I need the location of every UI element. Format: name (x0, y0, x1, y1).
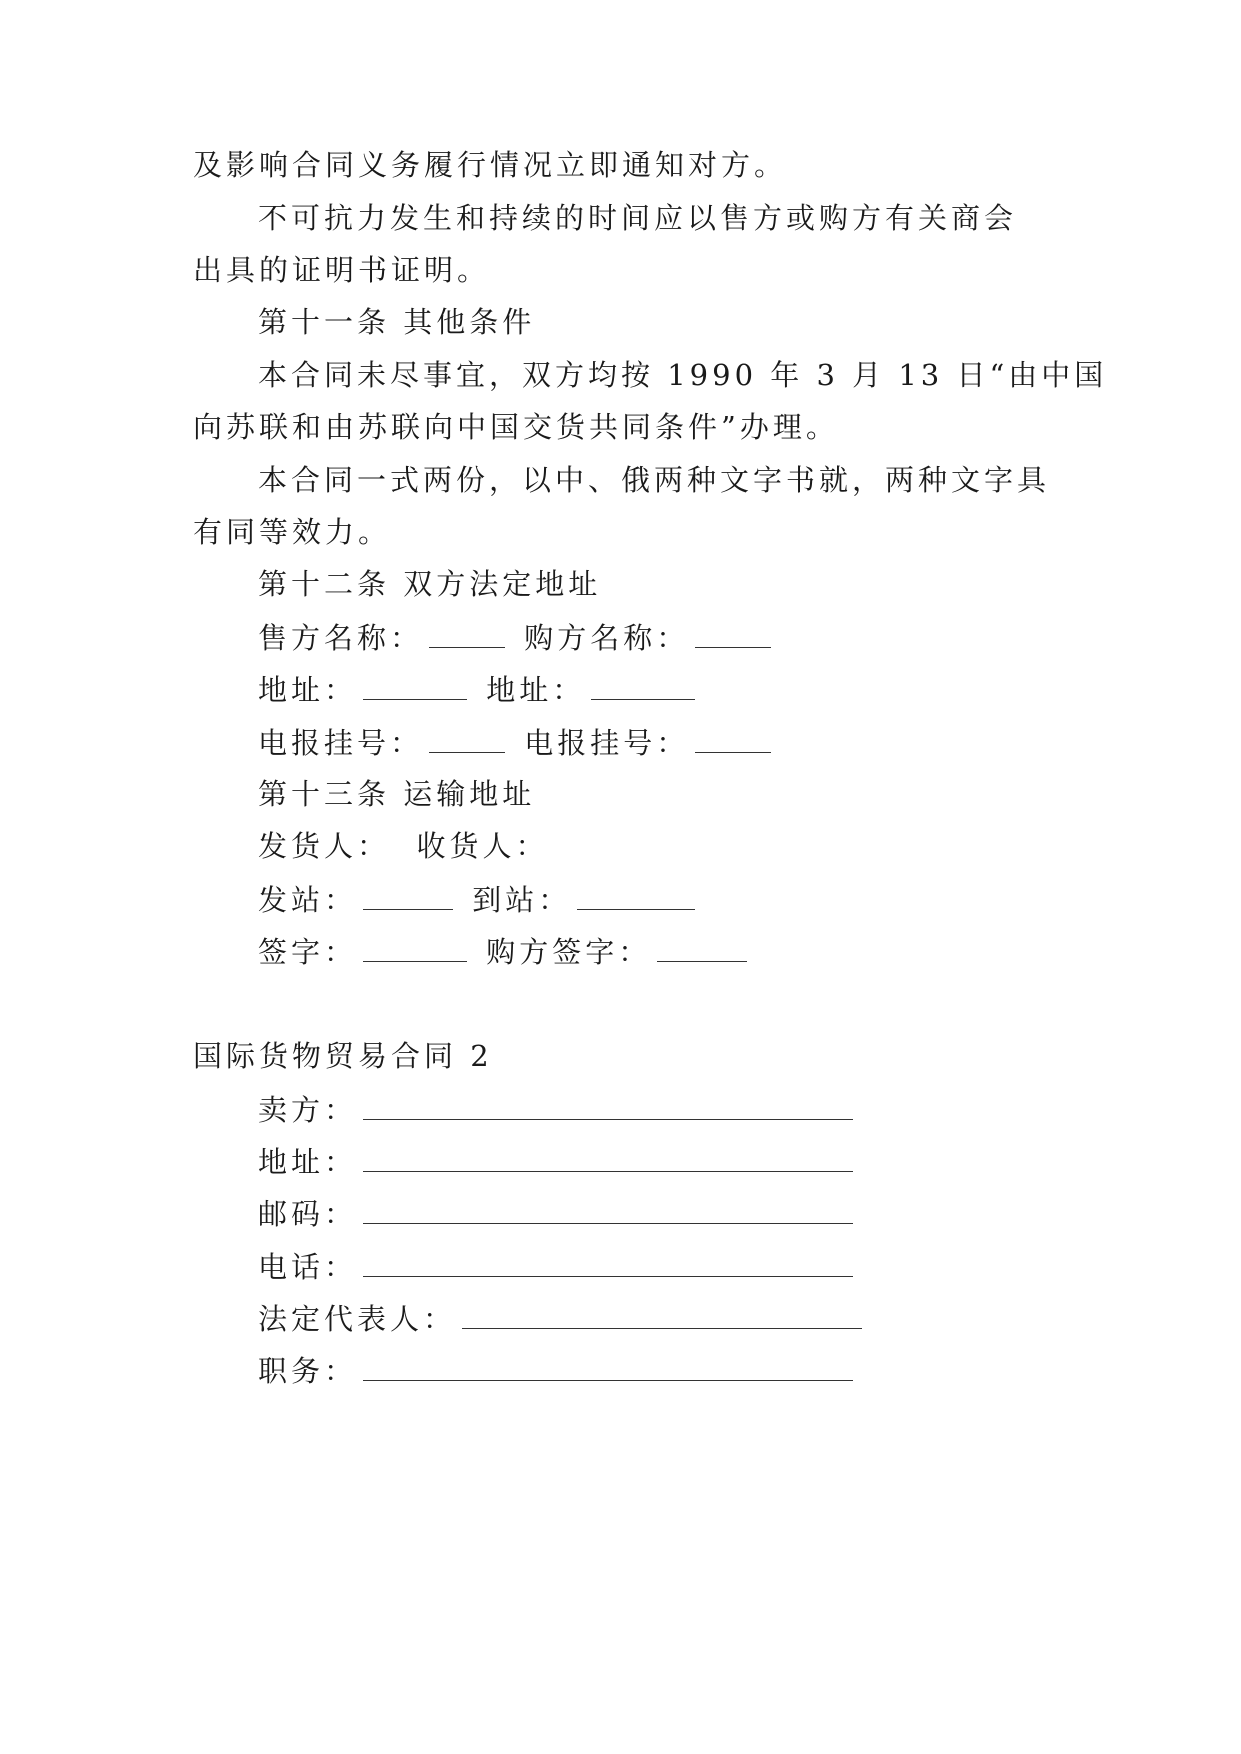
field-row (258, 826, 548, 866)
buyer-signature-label: 购方签字： (486, 935, 652, 969)
seller-label: 卖方： (258, 1093, 358, 1127)
field-row (258, 1298, 868, 1339)
departure-label: 发站： (258, 883, 358, 917)
telegraph-label: 电报挂号： (524, 726, 690, 760)
field-row (258, 1141, 859, 1182)
consignor-label: 发货人： (258, 829, 391, 863)
address-blank (363, 669, 467, 700)
field-row (258, 1350, 859, 1391)
contract-title: 国际货物贸易合同 2 (193, 1039, 493, 1073)
field-row (258, 669, 701, 710)
arrival-label: 到站： (472, 883, 572, 917)
consignee-label: 收货人： (416, 829, 549, 863)
paragraph-line: 本合同一式两份，以中、俄两种文字书就，两种文字具 (258, 463, 1051, 497)
buyer-signature-blank (657, 931, 747, 962)
address-blank (591, 669, 695, 700)
article-heading: 第十二条 双方法定地址 (258, 567, 602, 601)
position-label: 职务： (258, 1354, 358, 1388)
postcode-label: 邮码： (258, 1197, 358, 1231)
field-row (258, 1246, 859, 1287)
postcode-blank (363, 1193, 853, 1224)
address-label: 地址： (258, 673, 358, 707)
seller-blank (363, 1089, 853, 1120)
telegraph-blank (429, 722, 505, 753)
address-label: 地址： (486, 673, 586, 707)
arrival-blank (577, 879, 695, 910)
telegraph-blank (695, 722, 771, 753)
paragraph-line: 不可抗力发生和持续的时间应以售方或购方有关商会 (258, 201, 1018, 235)
phone-label: 电话： (258, 1250, 358, 1284)
signature-blank (363, 931, 467, 962)
seller-name-blank (429, 617, 505, 648)
legal-rep-label: 法定代表人： (258, 1302, 457, 1336)
departure-blank (363, 879, 453, 910)
paragraph-line: 向苏联和由苏联向中国交货共同条件”办理。 (193, 410, 839, 444)
field-row (258, 1193, 859, 1234)
paragraph-line: 出具的证明书证明。 (193, 253, 491, 287)
field-row (258, 617, 777, 658)
buyer-name-label: 购方名称： (524, 621, 690, 655)
telegraph-label: 电报挂号： (258, 726, 424, 760)
paragraph-line: 本合同未尽事宜，双方均按 1990 年 3 月 13 日“由中国 (258, 358, 1108, 392)
article-heading: 第十三条 运输地址 (258, 777, 536, 811)
buyer-name-blank (695, 617, 771, 648)
field-row (258, 879, 701, 920)
phone-blank (363, 1246, 853, 1277)
legal-rep-blank (462, 1298, 862, 1329)
address-label: 地址： (258, 1145, 358, 1179)
field-row (258, 931, 753, 972)
signature-label: 签字： (258, 935, 358, 969)
seller-name-label: 售方名称： (258, 621, 424, 655)
address-blank (363, 1141, 853, 1172)
paragraph-line: 及影响合同义务履行情况立即通知对方。 (193, 148, 788, 182)
position-blank (363, 1350, 853, 1381)
field-row (258, 1089, 859, 1130)
field-row (258, 722, 777, 763)
article-heading: 第十一条 其他条件 (258, 305, 536, 339)
paragraph-line: 有同等效力。 (193, 515, 392, 549)
